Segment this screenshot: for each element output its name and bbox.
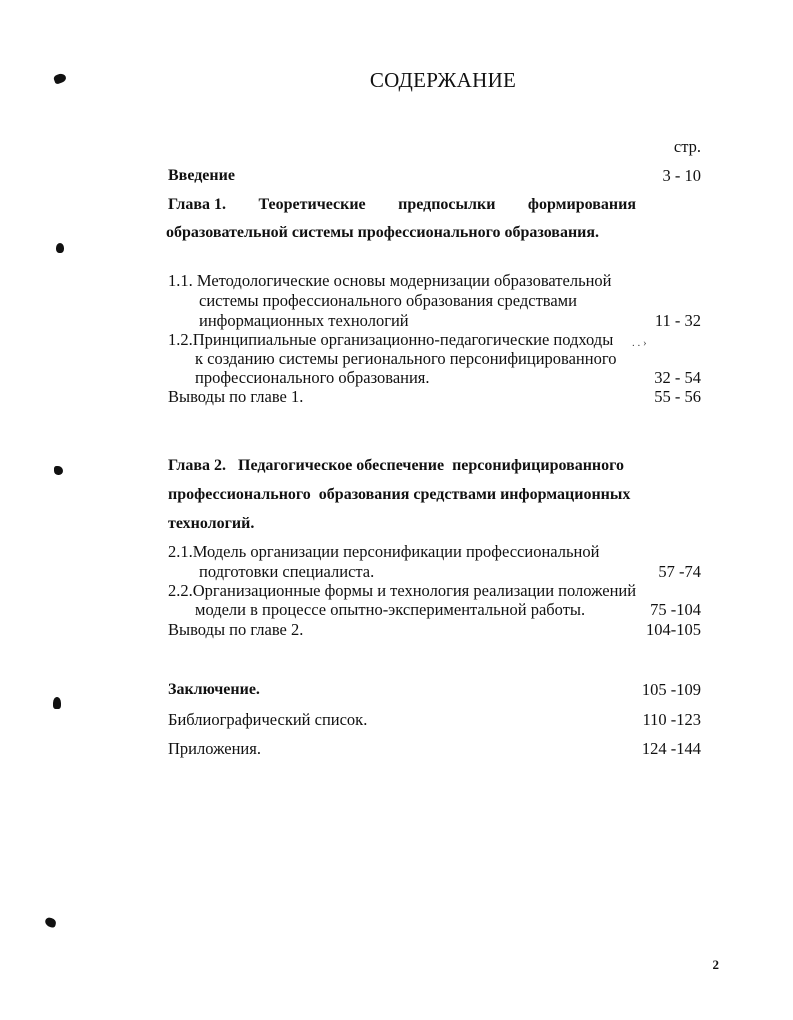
chapter1-heading-word: предпосылки	[398, 196, 496, 213]
toc-conclusion-label: Заключение.	[168, 681, 260, 698]
toc-1-1-line1: 1.1. Методологические основы модернизации образовательной	[168, 271, 612, 290]
toc-appendices-label: Приложения.	[168, 739, 261, 758]
toc-1-2-line1: 1.2.Принципиальные организационно-педагогические подходы	[168, 330, 614, 349]
chapter1-heading-line1	[168, 196, 636, 214]
toc-1-1-line2: системы профессионального образования средствами	[199, 291, 577, 310]
toc-intro-label: Введение	[168, 167, 235, 184]
toc-chapter2-conclusions-label: Выводы по главе 2.	[168, 620, 304, 639]
toc-1-1-line3: информационных технологий	[199, 311, 409, 330]
binding-hole-mark	[53, 697, 61, 709]
chapter1-heading-word: Глава 1.	[168, 196, 226, 213]
toc-2-1-line2: подготовки специалиста.	[199, 562, 375, 581]
toc-2-2-pages: 75 -104	[650, 600, 701, 619]
chapter1-heading-line2: образовательной системы профессионального образования.	[166, 224, 600, 241]
toc-1-1-pages: 11 - 32	[654, 311, 701, 330]
toc-chapter1-conclusions-label: Выводы по главе 1.	[168, 387, 304, 406]
toc-2-2-line2: модели в процессе опытно-экспериментальной работы.	[195, 600, 586, 619]
binding-hole-mark	[56, 243, 64, 253]
toc-1-2-line2: к созданию системы регионального персонифицированного	[195, 349, 617, 368]
chapter2-heading-line2: профессионального образования средствами информационных	[168, 486, 631, 503]
toc-chapter1-conclusions-pages: 55 - 56	[654, 387, 701, 406]
chapter1-heading-word: Теоретические	[258, 196, 366, 213]
chapter2-heading-line3: технологий.	[168, 515, 255, 532]
page-title: СОДЕРЖАНИЕ	[369, 68, 517, 92]
toc-2-2-line1: 2.2.Организационные формы и технология реализации положений	[168, 581, 637, 600]
page-number: 2	[712, 957, 719, 972]
toc-1-2-line3: профессионального образования.	[195, 368, 430, 387]
toc-intro-pages: 3 - 10	[662, 166, 701, 185]
page-column-label: стр.	[673, 137, 701, 156]
toc-chapter2-conclusions-pages: 104-105	[646, 620, 701, 639]
binding-hole-mark	[54, 466, 63, 475]
chapter2-heading-line1: Глава 2. Педагогическое обеспечение персонифицированного	[168, 457, 625, 474]
leader-dots: . . ›	[632, 337, 647, 349]
binding-hole-mark	[44, 917, 57, 929]
toc-bibliography-pages: 110 -123	[642, 710, 701, 729]
toc-1-2-pages: 32 - 54	[654, 368, 701, 387]
toc-appendices-pages: 124 -144	[641, 739, 701, 758]
toc-bibliography-label: Библиографический список.	[168, 710, 368, 729]
toc-2-1-pages: 57 -74	[658, 562, 701, 581]
chapter1-heading-word: формирования	[527, 196, 636, 213]
toc-2-1-line1: 2.1.Модель организации персонификации профессиональной	[168, 542, 600, 561]
toc-conclusion-pages: 105 -109	[641, 680, 701, 699]
